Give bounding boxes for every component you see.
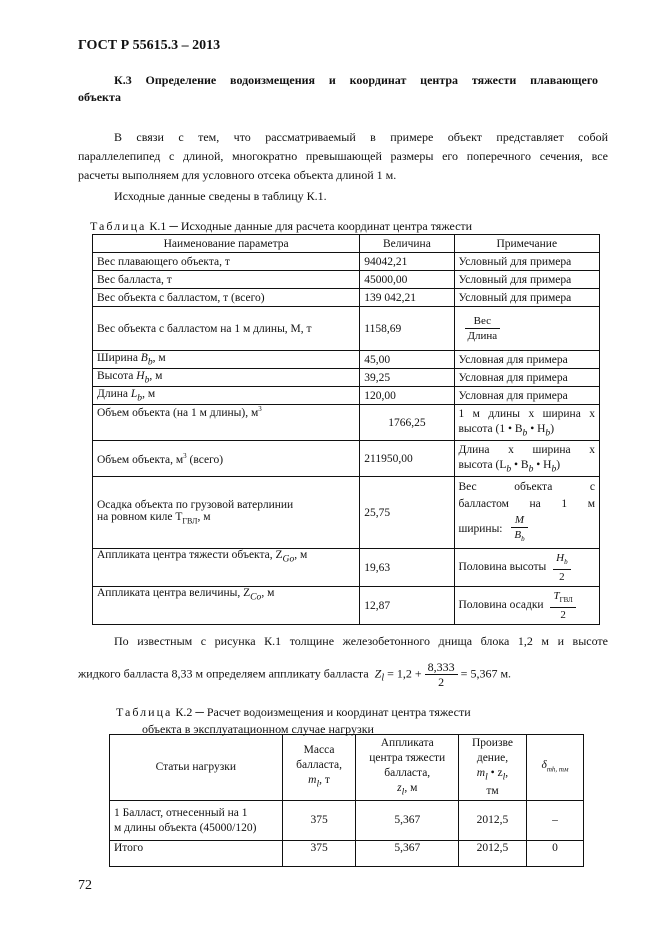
table-row <box>93 477 600 549</box>
cell-mass: 375 <box>282 841 356 867</box>
cell-name: Ширина $B_b$, м <box>93 351 360 369</box>
table-row <box>93 441 600 477</box>
table-header-row <box>93 235 600 253</box>
cell-value: 139 042,21 <box>360 289 454 307</box>
cell-name: Вес объекта с балластом, т (всего) <box>93 289 360 307</box>
cell-note: Условная для примера <box>454 351 600 369</box>
fraction: $\frac{M}{B_b}$ <box>511 513 527 546</box>
section-title: К.3 Определение водоизмещения и координат центра тяжести плавающего объекта <box>78 73 598 104</box>
cell-name: Вес балласта, т <box>93 271 360 289</box>
cell-name: Аппликата центра тяжести объекта, $Z_{Go}$, м <box>93 549 360 587</box>
cell-delta: 0 <box>526 841 583 867</box>
header-value: Величина <box>360 235 454 253</box>
table-row <box>93 289 600 307</box>
table-row <box>93 387 600 405</box>
cell-applicate: 5,367 <box>356 801 459 841</box>
header-note: Примечание <box>454 235 600 253</box>
cell-note: 1 м длины х ширина х высота (1 • $B_b$ • $H_b$) <box>454 405 600 441</box>
cell-name: Аппликата центра величины, $Z_{Co}$, м <box>93 587 360 625</box>
cell-note: Условный для примера <box>454 271 600 289</box>
table-row <box>93 369 600 387</box>
cell-value: 39,25 <box>360 369 454 387</box>
cell-value: 211950,00 <box>360 441 454 477</box>
table-row <box>93 351 600 369</box>
header-mass: Масса балласта, $m_l$, т <box>282 735 356 801</box>
cell-load-item: 1 Балласт, отнесенный на 1 м длины объекта (45000/120) <box>110 801 283 841</box>
paragraph-table-ref: Исходные данные сведены в таблицу К.1. <box>114 189 327 203</box>
cell-product: 2012,5 <box>459 801 527 841</box>
cell-name: Вес плавающего объекта, т <box>93 253 360 271</box>
cell-value: 1766,25 <box>360 405 454 441</box>
cell-value: 25,75 <box>360 477 454 549</box>
cell-value: 120,00 <box>360 387 454 405</box>
header-delta: $\delta_{mh, тм}$ <box>526 735 583 801</box>
paragraph-intro: В связи с тем, что рассматриваемый в примере объект представляет собой параллелепипед с длиной, многократно превышающей размеры его поперечного сечения, все расчеты выполняем для условного отсека объекта длиной 1 м. <box>78 130 608 182</box>
table-row <box>93 587 600 625</box>
cell-name: Длина $L_b$, м <box>93 387 360 405</box>
cell-note: Длина х ширина х высота ($L_b$ • $B_b$ • $H_b$) <box>454 441 600 477</box>
table-initial-data <box>92 234 600 625</box>
table-row <box>93 253 600 271</box>
cell-mass: 375 <box>282 801 356 841</box>
cell-value: 94042,21 <box>360 253 454 271</box>
cell-name: Объем объекта, $м^3$ (всего) <box>93 441 360 477</box>
cell-value: 45,00 <box>360 351 454 369</box>
cell-product: 2012,5 <box>459 841 527 867</box>
header-load-item: Статьи нагрузки <box>110 735 283 801</box>
cell-load-item: Итого <box>110 841 283 867</box>
header-parameter: Наименование параметра <box>93 235 360 253</box>
cell-name: Высота $H_b$, м <box>93 369 360 387</box>
cell-delta: – <box>526 801 583 841</box>
cell-note <box>454 307 600 351</box>
cell-note: Вес объекта с балластом на 1 м ширины: $\frac{M}{B_b}$ <box>454 477 600 549</box>
cell-name: Объем объекта (на 1 м длины), $м^3$ <box>93 405 360 441</box>
table-row <box>93 307 600 351</box>
cell-value: 19,63 <box>360 549 454 587</box>
cell-value: 1158,69 <box>360 307 454 351</box>
table2-caption: Таблица К.2 ─ Расчет водоизмещения и координат центра тяжести объекта в эксплуатационном случае нагрузки <box>116 705 471 736</box>
cell-value: 45000,00 <box>360 271 454 289</box>
cell-note: Условная для примера <box>454 387 600 405</box>
cell-value: 12,87 <box>360 587 454 625</box>
table-row <box>93 271 600 289</box>
fraction: $\frac{\text{Вес}}{\text{Длина}}$ <box>465 314 501 343</box>
table-displacement <box>109 734 584 867</box>
cell-note: Условный для примера <box>454 289 600 307</box>
table1-caption: Таблица К.1 ─ Исходные данные для расчета координат центра тяжести <box>90 219 473 233</box>
cell-name: Осадка объекта по грузовой ватерлинии на ровном киле $T_{ГВЛ}$, м <box>93 477 360 549</box>
table-row <box>93 405 600 441</box>
fraction: $\frac{8,333}{2}$ <box>425 660 458 689</box>
paragraph-ballast: По известным с рисунка К.1 толщине железобетонного днища блока 1,2 м и высоте <box>114 634 608 648</box>
cell-applicate: 5,367 <box>356 841 459 867</box>
header-product: Произве дение, $m_l$ • $z_l$, тм <box>459 735 527 801</box>
cell-name: Вес объекта с балластом на 1 м длины, М, т <box>93 307 360 351</box>
table-row <box>110 841 584 867</box>
header-applicate: Аппликата центра тяжести балласта, $z_l$, м <box>356 735 459 801</box>
document-header: ГОСТ Р 55615.3 – 2013 <box>78 38 221 53</box>
cell-note: Половина осадки $\frac{T_{ГВЛ}}{2}$ <box>454 587 600 625</box>
table-header-row <box>110 735 584 801</box>
table-row <box>110 801 584 841</box>
cell-note: Половина высоты $\frac{H_b}{2}$ <box>454 549 600 587</box>
fraction: $\frac{T_{ГВЛ}}{2}$ <box>550 589 575 622</box>
fraction: $\frac{H_b}{2}$ <box>553 551 570 584</box>
cell-note: Условная для примера <box>454 369 600 387</box>
table-row <box>93 549 600 587</box>
page-number: 72 <box>78 878 92 893</box>
cell-note: Условный для примера <box>454 253 600 271</box>
paragraph-ballast-formula: жидкого балласта 8,33 м определяем аппликату балласта $Z_l = 1,2$ + $\frac{8,333}{2}$ = 5,367 м. <box>78 660 512 689</box>
